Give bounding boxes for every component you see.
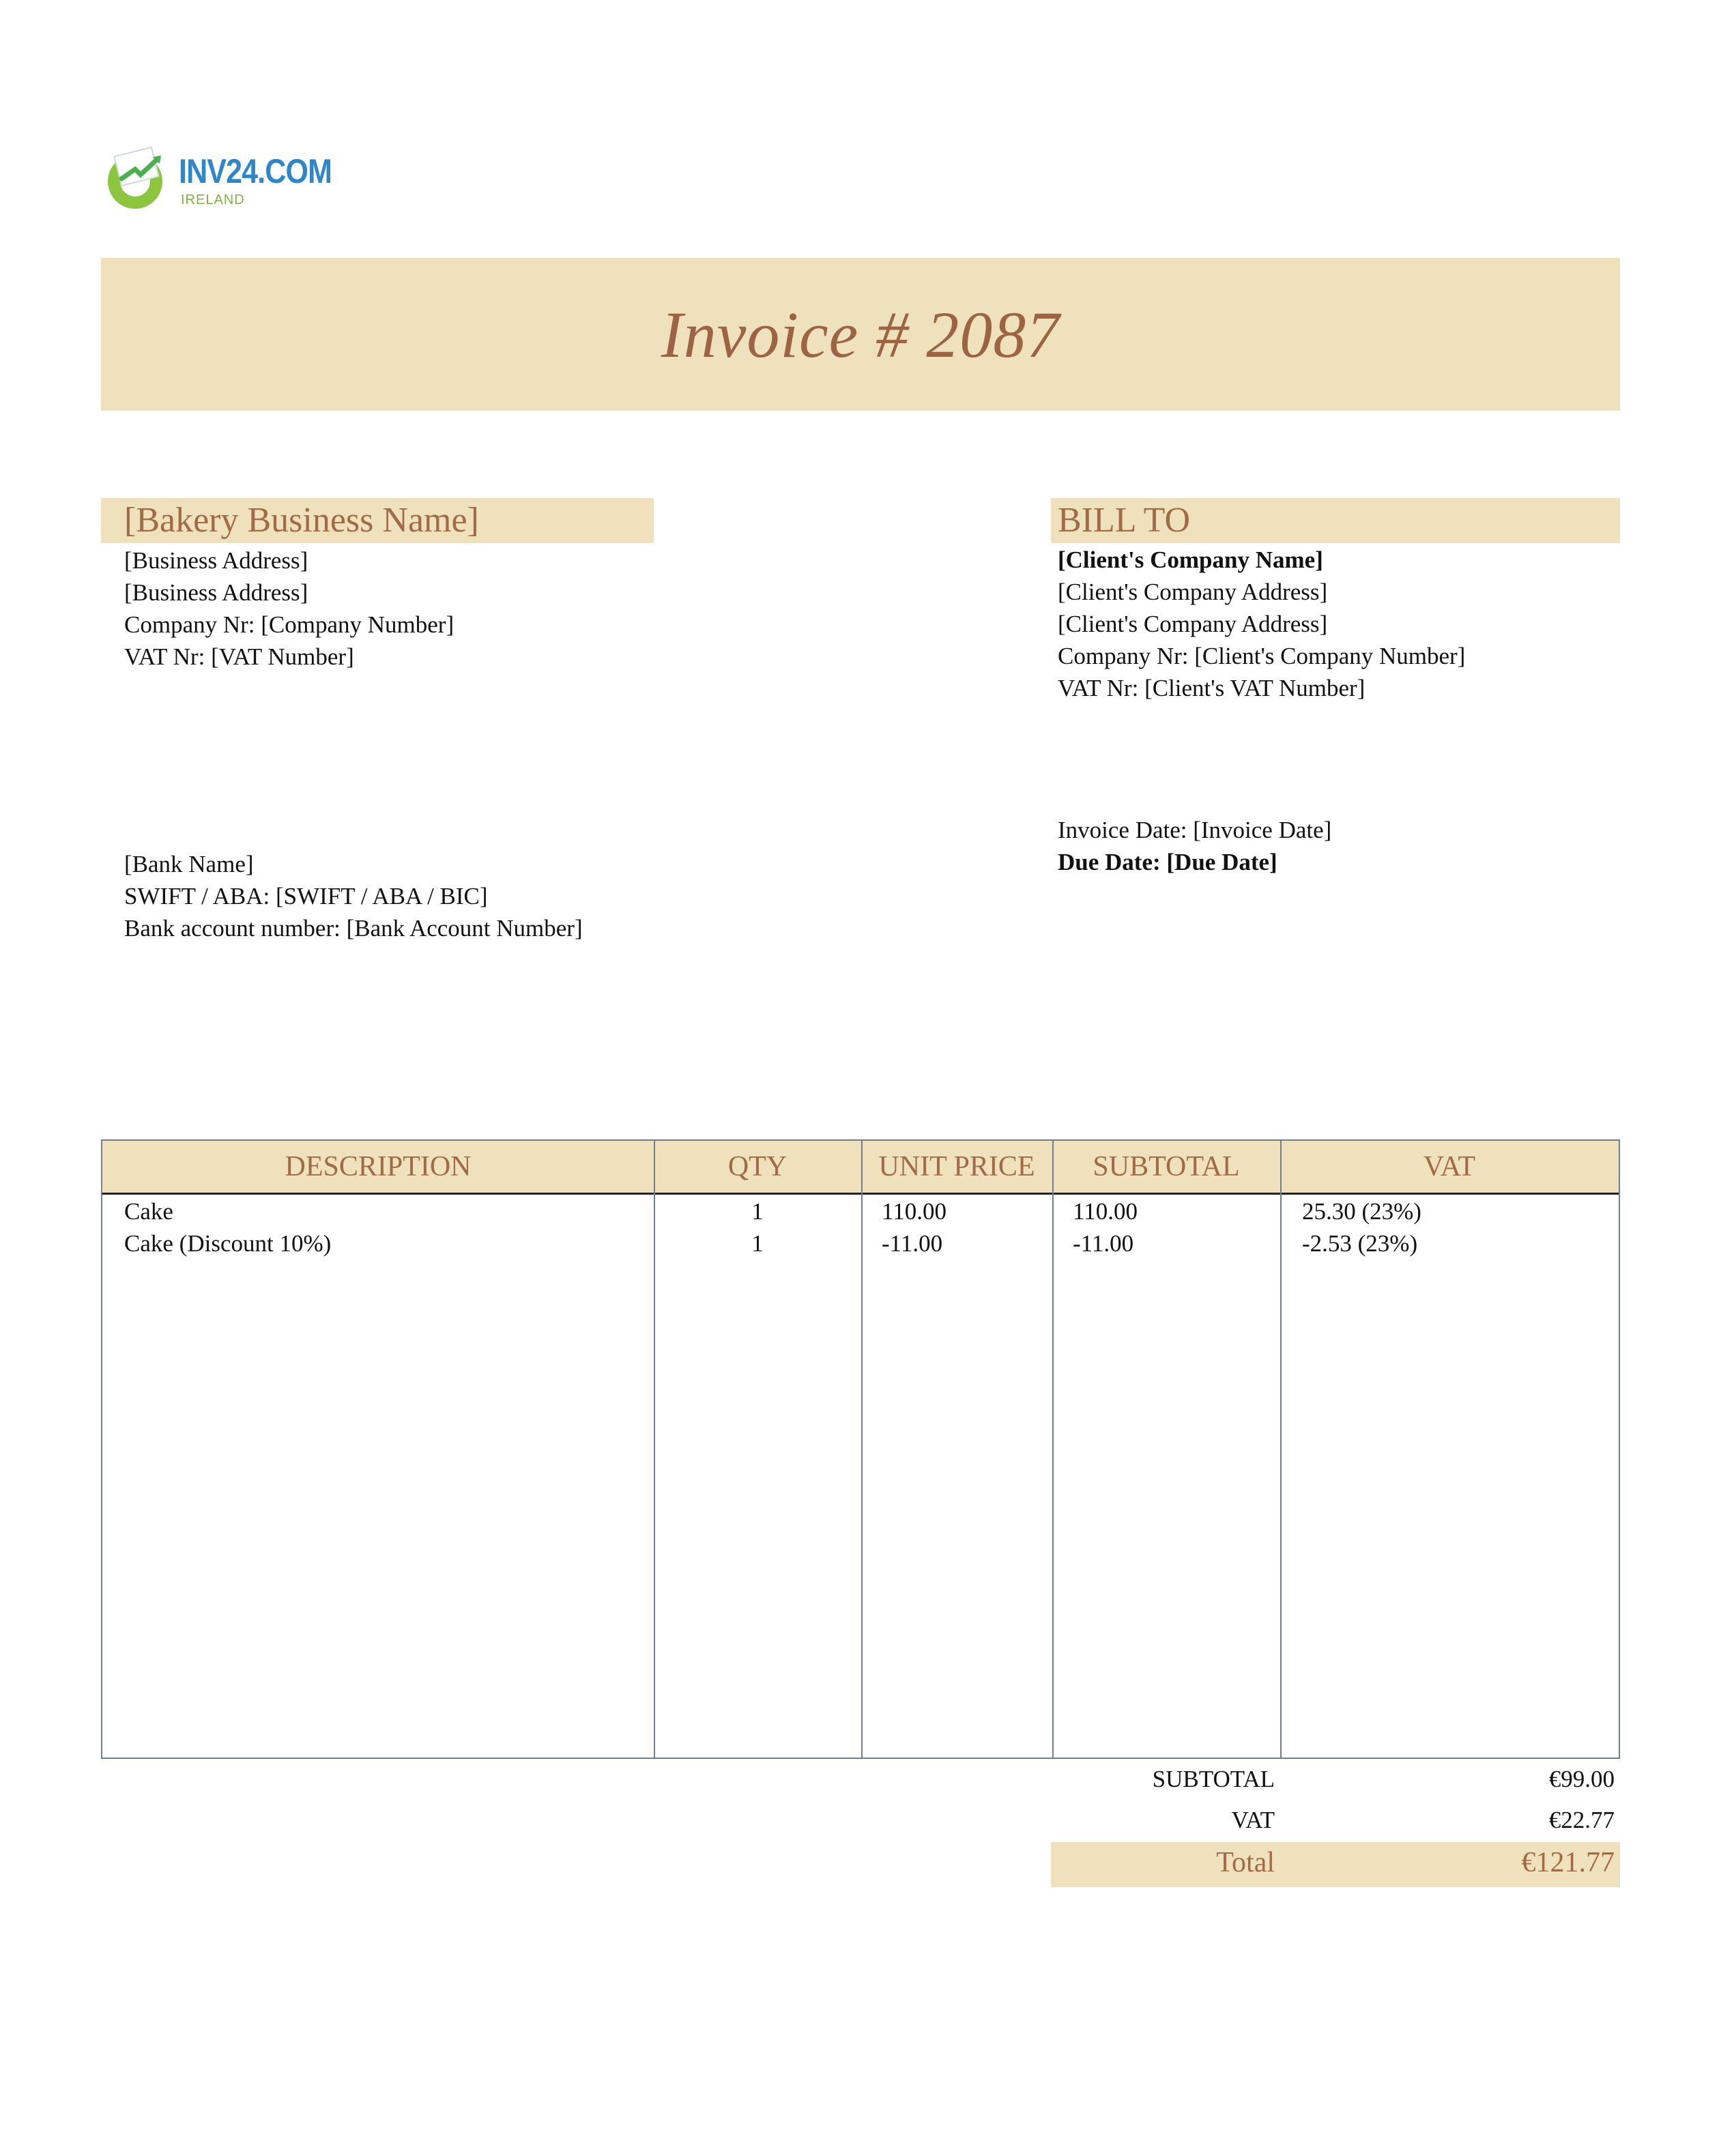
row-1-unit-price: 110.00 xyxy=(882,1198,947,1225)
client-company-number: Company Nr: [Client's Company Number] xyxy=(1058,643,1466,669)
seller-company-number: Company Nr: [Company Number] xyxy=(124,611,454,638)
row-2-vat: -2.53 (23%) xyxy=(1302,1230,1418,1257)
grand-total-label: Total xyxy=(1216,1847,1275,1878)
row-1-qty: 1 xyxy=(751,1198,764,1225)
row-2-unit-price: -11.00 xyxy=(882,1230,943,1257)
logo-icon xyxy=(102,143,174,212)
client-company-name: [Client's Company Name] xyxy=(1058,547,1323,573)
subtotal-value: €99.00 xyxy=(1548,1766,1615,1792)
client-address-1: [Client's Company Address] xyxy=(1058,579,1328,605)
bill-to-label: BILL TO xyxy=(1058,501,1191,540)
invoice-dates xyxy=(1058,814,1331,878)
header-qty: QTY xyxy=(727,1151,787,1182)
logo-name: INV24.COM xyxy=(179,152,332,190)
company-logo xyxy=(102,143,332,212)
seller-name: [Bakery Business Name] xyxy=(124,501,479,540)
header-vat: VAT xyxy=(1423,1151,1476,1182)
row-1-vat: 25.30 (23%) xyxy=(1302,1198,1421,1225)
column-divider xyxy=(1052,1141,1054,1758)
header-description: DESCRIPTION xyxy=(285,1151,472,1182)
invoice-date: Invoice Date: [Invoice Date] xyxy=(1058,817,1332,843)
client-vat-number: VAT Nr: [Client's VAT Number] xyxy=(1058,675,1365,701)
header-subtotal: SUBTOTAL xyxy=(1093,1151,1240,1182)
bill-to-details xyxy=(1058,544,1465,704)
bank-details xyxy=(124,848,583,944)
title-band xyxy=(101,258,1620,411)
header-unit-price: UNIT PRICE xyxy=(878,1151,1035,1182)
vat-total-label: VAT xyxy=(1231,1807,1275,1833)
table-header xyxy=(102,1141,1619,1195)
grand-total-value: €121.77 xyxy=(1521,1847,1615,1878)
due-date: Due Date: [Due Date] xyxy=(1058,849,1277,875)
row-1-description: Cake xyxy=(124,1198,173,1225)
bank-swift: SWIFT / ABA: [SWIFT / ABA / BIC] xyxy=(124,883,488,909)
seller-address-2: [Business Address] xyxy=(124,579,308,606)
column-divider xyxy=(1280,1141,1282,1758)
row-1-subtotal: 110.00 xyxy=(1073,1198,1138,1225)
row-2-subtotal: -11.00 xyxy=(1073,1230,1134,1257)
seller-vat-number: VAT Nr: [VAT Number] xyxy=(124,643,354,670)
seller-details xyxy=(124,544,454,673)
invoice-title: Invoice # 2087 xyxy=(661,297,1060,371)
bank-name: [Bank Name] xyxy=(124,851,254,877)
row-2-qty: 1 xyxy=(751,1230,764,1257)
logo-region: IRELAND xyxy=(181,192,245,207)
row-2-description: Cake (Discount 10%) xyxy=(124,1230,332,1257)
column-divider xyxy=(861,1141,863,1758)
seller-address-1: [Business Address] xyxy=(124,547,308,574)
client-address-2: [Client's Company Address] xyxy=(1058,611,1328,637)
vat-total-value: €22.77 xyxy=(1548,1807,1615,1833)
bank-account-number: Bank account number: [Bank Account Number] xyxy=(124,915,583,942)
items-table xyxy=(101,1139,1620,1759)
subtotal-label: SUBTOTAL xyxy=(1152,1766,1275,1792)
